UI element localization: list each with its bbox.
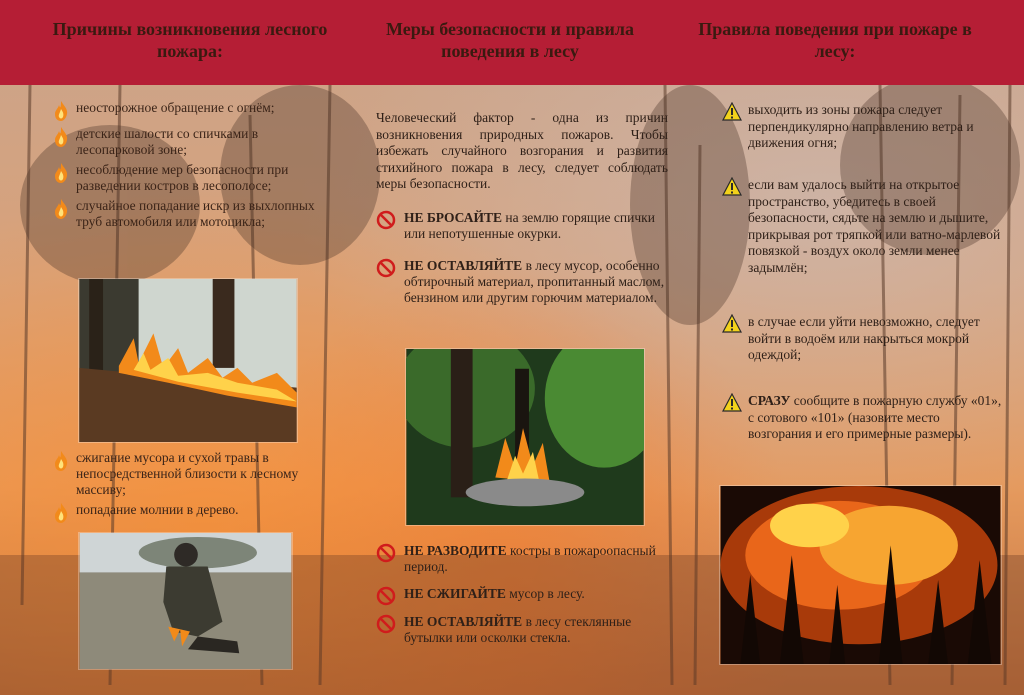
behavior-item [722,177,1002,276]
behavior-item [722,314,1002,364]
rule-text: в лесу мусор, особенно обтирочный материал, пропитанный маслом, бензином или другим горючим материалом. [404,258,665,305]
rule-text: в лесу стеклянные бутылки или осколки стекла. [404,614,632,645]
cause-item [50,198,325,230]
causes-title: Причины возникновения лесного пожара: [52,19,328,61]
rule-bold: НЕ СЖИГАЙТЕ [404,586,506,601]
flame-icon [50,126,72,148]
prohibit-icon [376,258,396,278]
ground-fire-photo [78,278,298,443]
cause-text: несоблюдение мер безопасности при разведении костров в лесополосе; [76,162,289,193]
causes-list-bottom [50,450,325,528]
cause-text: попадание молнии в дерево. [76,502,239,517]
rule-bold: НЕ БРОСАЙТЕ [404,210,502,225]
rule-item [376,210,666,242]
rule-item [376,543,666,575]
warning-icon [722,177,742,197]
rule-text: костры в пожароопасный период. [404,543,656,574]
person-at-campfire-photo [78,532,293,670]
prohibit-icon [376,614,396,634]
behavior-bold: СРАЗУ [748,393,791,408]
cause-text: случайное попадание искр из выхлопных труб автомобиля или мотоцикла; [76,198,315,229]
cause-text: детские шалости со спичками в лесопарковой зоне; [76,126,259,157]
flame-icon [50,502,72,524]
rule-bold: НЕ ОСТАВЛЯЙТЕ [404,258,523,273]
flame-icon [50,100,72,122]
warning-icon [722,102,742,122]
measures-intro: Человеческий фактор - одна из причин возникновения природных пожаров. Чтобы избежать случайного возгорания и развития стихийного пожара в лесу, следует соблюдать меры безопасности. [376,110,668,191]
rule-bold: НЕ РАЗВОДИТЕ [404,543,507,558]
cause-item [50,126,325,158]
prohibit-icon [376,210,396,230]
cause-item [50,450,325,498]
forest-fire-photo [719,485,1002,665]
behavior-text: выходить из зоны пожара следует перпендикулярно направлению ветра и движения огня; [748,102,974,150]
campfire-forest-photo [405,348,645,526]
behavior-text: если вам удалось выйти на открытое пространство, убедитесь в своей безопасности, сядьте на землю и дышите, прикрывая рот тряпкой или ватно-марлевой повязкой - воздух около земли менее задымлён; [748,177,1001,275]
rule-text: мусор в лесу. [505,586,585,601]
behavior-text: сообщите в пожарную службу «01», с сотового «101» (назовите место возгорания и его примерные размеры). [748,393,1002,441]
rule-item [376,586,666,606]
behavior-item [722,102,1002,152]
rule-item [376,614,666,646]
cause-item [50,162,325,194]
flame-icon [50,162,72,184]
cause-item [50,100,325,122]
prohibit-icon [376,543,396,563]
measures-title: Меры безопасности и правила поведения в лесу [385,19,635,61]
rule-item [376,258,666,306]
flame-icon [50,198,72,220]
rule-bold: НЕ ОСТАВЛЯЙТЕ [404,614,523,629]
warning-icon [722,314,742,334]
rule-text: на землю горящие спички или непотушенные окурки. [404,210,655,241]
cause-item [50,502,325,524]
cause-text: сжигание мусора и сухой травы в непосредственной близости к лесному массиву; [76,450,299,497]
behavior-item [722,393,1002,443]
causes-list-top [50,100,325,234]
header-band [0,0,1024,85]
warning-icon [722,393,742,413]
behavior-title: Правила поведения при пожаре в лесу: [698,19,972,61]
cause-text: неосторожное обращение с огнём; [76,100,275,115]
behavior-text: в случае если уйти невозможно, следует войти в водоём или накрыться мокрой одеждой; [748,314,980,362]
prohibit-icon [376,586,396,606]
flame-icon [50,450,72,472]
